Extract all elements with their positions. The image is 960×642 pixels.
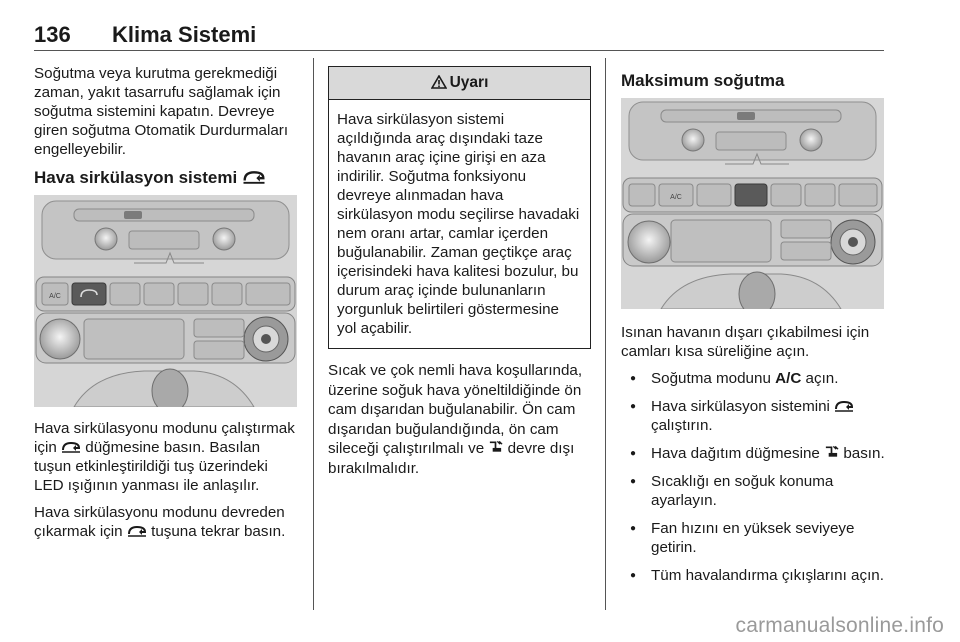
list-item: ● Tüm havalandırma çıkışlarını açın.	[621, 566, 889, 585]
climate-panel-image-max-cooling	[621, 98, 884, 309]
foot-airflow-icon	[824, 445, 839, 459]
column-divider-1	[313, 58, 314, 610]
right-column	[621, 64, 889, 594]
recirculation-off-paragraph: Hava sirkülasyonu modunu devreden çıkarmak için tuşuna tekrar basın.	[34, 504, 286, 540]
watermark: carmanualsonline.info	[735, 614, 944, 637]
ac-key-label: A/C	[775, 370, 802, 387]
warning-box	[328, 66, 591, 349]
list-item: ● Fan hızını en yüksek seviyeye getirin.	[621, 519, 889, 557]
list-item: ● Hava dağıtım düğmesine basın.	[621, 444, 889, 463]
image-label-ac: A/C	[670, 194, 682, 201]
recirculation-icon	[242, 170, 266, 184]
list-item: ● Hava sirkülasyon sistemini çalıştırın.	[621, 397, 889, 435]
chapter-title: Klima Sistemi	[112, 22, 257, 47]
warning-title: Uyarı	[329, 67, 590, 100]
recirculation-icon	[127, 525, 147, 537]
windshield-paragraph: Sıcak ve çok nemli hava koşullarında, üzerine soğuk hava yöneltildiğinde ön cam dışarıdan buğulanabilir. Ön cam dışarıdan buğulandığında, ön cam sileceği çalıştırılmalı ve devre dışı bırakılmalıdır.	[328, 362, 583, 477]
middle-column	[328, 66, 591, 486]
column-divider-2	[605, 58, 606, 610]
warning-triangle-icon	[431, 75, 447, 89]
intro-paragraph: Soğutma veya kurutma gerekmediği zaman, yakıt tasarrufu sağlamak için soğutma sistemini kapatın. Devreye giren soğutma Otomatik Durdurmaları engelleyebilir.	[34, 65, 289, 158]
list-item: ● Soğutma modunu A/C açın.	[621, 369, 889, 388]
recirculation-on-paragraph: Hava sirkülasyonu modunu çalıştırmak için düğmesine basın. Basılan tuşun etkinleştirildiği tuş üzerindeki LED ışığının yanması ile anlaşılır.	[34, 420, 295, 494]
recirculation-icon	[61, 441, 81, 453]
header-rule	[34, 50, 884, 51]
list-item: ● Sıcaklığı en soğuk konuma ayarlayın.	[621, 472, 889, 510]
warning-text: Hava sirkülasyon sistemi açıldığında araç dışındaki taze havanın araç içine girişi en aza indirilir. Soğutma fonksiyonu devreye alınmadan hava sirkülasyon modu seçilirse havadaki nem oranı artar, camlar içerden buğulanabilir. Zaman geçtikçe araç içerisindeki hava kalitesi bozulur, bu durum araç içinde bulunanların yorgunluk belirtileri göstermesine yol açabilir.	[337, 111, 580, 337]
recirculation-icon	[834, 400, 854, 412]
foot-airflow-icon	[488, 440, 503, 454]
section-heading-recirculation: Hava sirkülasyon sistemi	[34, 167, 300, 189]
max-cooling-intro: Isınan havanın dışarı çıkabilmesi için camları kısa süreliğine açın.	[621, 324, 870, 360]
page-number: 136	[34, 22, 71, 47]
max-cooling-steps	[621, 369, 889, 585]
climate-panel-image-recirculation	[34, 195, 297, 407]
left-column	[34, 64, 300, 549]
image-label-ac: A/C	[49, 293, 61, 300]
section-heading-max-cooling: Maksimum soğutma	[621, 71, 785, 90]
